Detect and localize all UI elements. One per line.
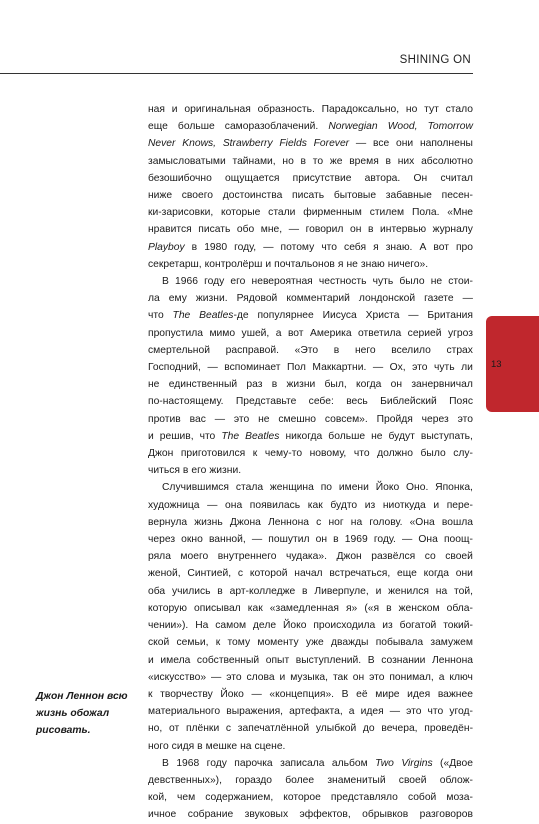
text-line: девственных»), гораздо более знаменитый своей облож- <box>148 774 473 786</box>
text-line: материального выражения, артефакта, а идея — это что угод- <box>148 706 473 718</box>
text-line: смертельной расправой. «Это в него вселило страх <box>148 344 473 356</box>
text-line: кой, чем содержанием, которое представляло собой моза- <box>148 792 473 804</box>
text-line: чении»). На самом деле Йоко происходила из богатой токий- <box>148 620 473 632</box>
text-line: что The Beatles-де популярнее Иисуса Христа — Британия <box>148 310 473 322</box>
text-line: оба учились в арт-колледже в Ливерпуле, и женился на той, <box>148 585 473 597</box>
text-line: Случившимся стала женщина по имени Йоко Оно. Японка, <box>162 482 473 494</box>
sidenote-line: Джон Леннон всю <box>36 691 128 702</box>
text-line: к творчеству Йоко — «концепция». В её мире идея важнее <box>148 688 473 700</box>
text-line: художница — она появилась как будто из ниоткуда и пере- <box>148 499 473 511</box>
text-line: вернула жизнь Джона Леннона с ног на голову. «Она вошла <box>148 516 473 528</box>
text-line: через окно ванной, — пошутил он в 1969 году. — Она поощ- <box>148 534 473 546</box>
text-line: ской семьи, к тому моменту уже дважды побывала замужем <box>148 637 473 649</box>
text-line: Господний, — вспоминает Пол Маккартни. — Ох, это чуть ли <box>148 362 473 374</box>
page-number: 13 <box>491 359 502 370</box>
text-line: Джон приготовился к чему-то новому, что должно было слу- <box>148 448 473 460</box>
sidenote-line: жизнь обожал <box>36 708 110 720</box>
text-line: читься в его жизни. <box>148 465 242 477</box>
text-line: Playboy в 1980 году, — потому что себя я знаю. А вот про <box>148 241 473 253</box>
running-head: SHINING ON <box>399 54 471 66</box>
text-line: ниже своего достоинства писать бытовые забавные песен- <box>148 190 473 202</box>
text-line: и решив, что The Beatles никогда больше не будут выступать, <box>148 430 473 442</box>
sidenote-line: рисовать. <box>36 725 91 737</box>
header-rule <box>0 73 473 74</box>
text-line: Never Knows, Strawberry Fields Forever — все они наполнены <box>148 138 473 150</box>
text-line: пропустила мимо ушей, а вот Америка ответила серией угроз <box>148 327 473 339</box>
text-line: секретарш, контролёрш и почтальонов я не знаю ничего». <box>148 258 429 270</box>
text-line: нравится писать обо мне, — говорил он в интервью журналу <box>148 224 473 236</box>
text-line: безошибочно ощущается присутствие автора. Он считал <box>148 172 473 184</box>
text-line: ная и оригинальная образность. Парадоксально, но тут стало <box>148 104 473 115</box>
text-line: и имела собственный опыт выступлений. В сознании Леннона <box>148 654 473 666</box>
text-line: которую описывал как «замедленная я» («я в женском обла- <box>148 602 473 614</box>
text-line: ки-зарисовки, которые стали фирменным стилем Пола. «Мне <box>148 207 473 219</box>
text-line: ичное собрание звуковых эффектов, обрывков разговоров <box>148 809 473 821</box>
text-line: против вас — это не смешно совсем». Пройдя через это <box>148 413 473 425</box>
text-line: не единственный раз в жизни был, когда он занервничал <box>148 379 473 391</box>
text-line: В 1968 году парочка записала альбом Two Virgins («Двое <box>162 757 473 769</box>
text-line: «искусство» — это слова и музыка, так он это понимал, а ключ <box>148 671 473 683</box>
text-line: женой, Синтией, с которой начал встречаться, еще когда они <box>148 568 473 580</box>
text-line: ряла моего внутреннего чудака». Джон развёлся со своей <box>148 551 473 563</box>
text-line: В 1966 году его невероятная честность чуть было не стои- <box>162 276 473 288</box>
text-line: замысловатыми тайнами, но в то же время в них абсолютно <box>148 155 473 167</box>
text-line: ного сидя в мешке на сцене. <box>148 740 286 752</box>
sidenote <box>36 688 136 740</box>
body-text <box>148 101 473 824</box>
text-line: но, от плёнки с запечатлённой улыбкой до вечера, проведён- <box>148 723 473 735</box>
text-line: по-настоящему. Представьте себе: весь Библейский Пояс <box>148 396 473 408</box>
text-line: ла ему жизни. Рядовой комментарий лондонской газете — <box>148 293 473 305</box>
text-line: еще больше саморазоблачений. Norwegian Wood, Tomorrow <box>148 121 473 133</box>
